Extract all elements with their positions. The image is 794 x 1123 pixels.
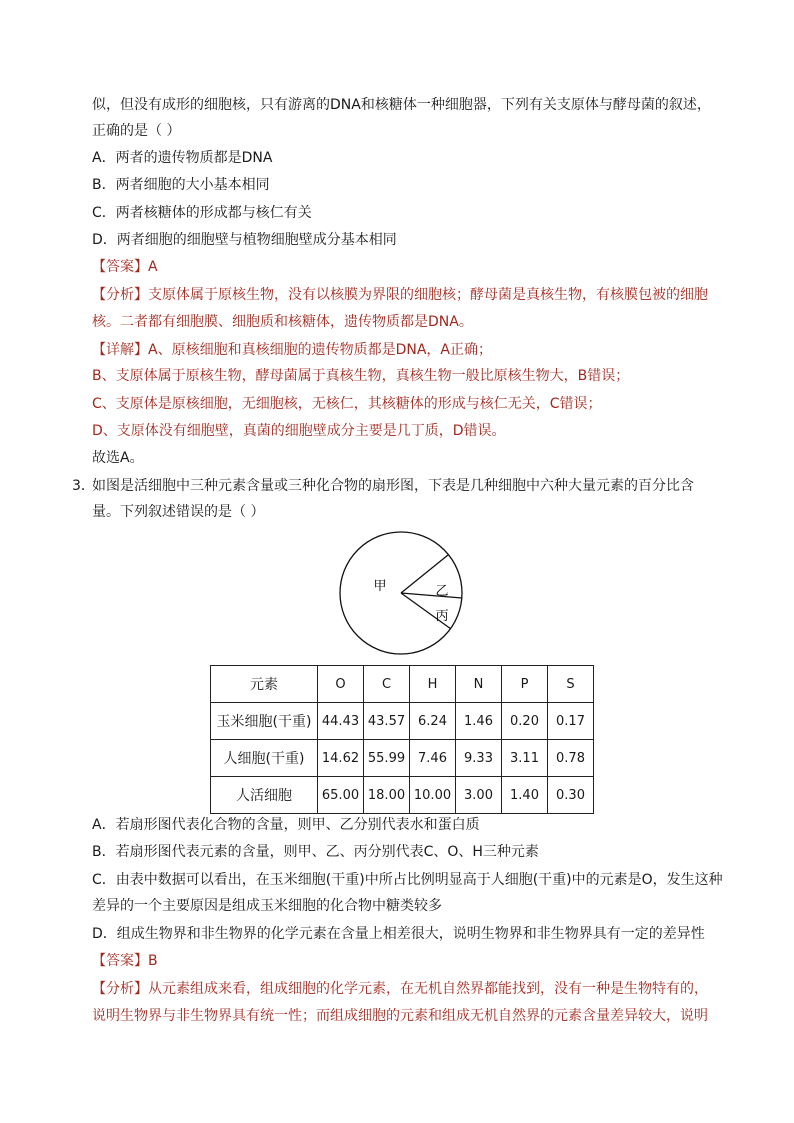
- q2-conclusion: 故选A。: [92, 450, 144, 466]
- pie-label-yi: 乙: [435, 584, 449, 599]
- table-header-cell: 元素: [211, 666, 318, 703]
- q2-analysis-line2: 核。二者都有细胞膜、细胞质和核糖体，遗传物质都是DNA。: [92, 314, 473, 330]
- pie-svg: [338, 530, 464, 656]
- table-cell: 65.00: [318, 777, 364, 814]
- table-header-row: [211, 666, 594, 703]
- q3-option-c-line1: C．由表中数据可以看出，在玉米细胞(干重)中所占比例明显高于人细胞(干重)中的元素是O，发生这种: [92, 872, 723, 888]
- table-row-label: 玉米细胞(干重): [211, 703, 318, 740]
- detail-tag: 【详解】: [92, 342, 148, 358]
- table-cell: 9.33: [456, 740, 502, 777]
- q3-analysis-line2: 说明生物界与非生物界具有统一性；而组成细胞的元素和组成无机自然界的元素含量差异较大，说明: [92, 1008, 708, 1024]
- table-row-label: 人细胞(干重): [211, 740, 318, 777]
- q2-option-b: B．两者细胞的大小基本相同: [92, 177, 270, 193]
- analysis-text: 支原体属于原核生物，没有以核膜为界限的细胞核；酵母菌是真核生物，有核膜包被的细胞: [148, 287, 708, 303]
- q2-stem-line1: 似，但没有成形的细胞核，只有游离的DNA和核糖体一种细胞器，下列有关支原体与酵母菌的叙述，: [92, 97, 711, 113]
- q3-stem-line1: 如图是活细胞中三种元素含量或三种化合物的扇形图，下表是几种细胞中六种大量元素的百分比含: [92, 478, 694, 494]
- q2-detail-line4: D、支原体没有细胞壁，真菌的细胞壁成分主要是几丁质，D错误。: [92, 423, 506, 439]
- table-cell: 18.00: [364, 777, 410, 814]
- table-cell: 6.24: [410, 703, 456, 740]
- q3-option-b: B．若扇形图代表元素的含量，则甲、乙、丙分别代表C、O、H三种元素: [92, 844, 539, 860]
- table-cell: 43.57: [364, 703, 410, 740]
- q2-stem-line2: 正确的是（ ）: [92, 123, 181, 139]
- q3-option-a: A．若扇形图代表化合物的含量，则甲、乙分别代表水和蛋白质: [92, 817, 480, 833]
- q2-option-a: A．两者的遗传物质都是DNA: [92, 150, 273, 166]
- table-cell: 1.46: [456, 703, 502, 740]
- q3-option-c-line2: 差异的一个主要原因是组成玉米细胞的化合物中糖类较多: [92, 898, 442, 914]
- detail-text: A、原核细胞和真核细胞的遗传物质都是DNA，A正确；: [148, 342, 492, 358]
- answer-tag: 【答案】: [92, 259, 148, 275]
- table-header-cell: C: [364, 666, 410, 703]
- q2-detail-line3: C、支原体是原核细胞，无细胞核，无核仁，其核糖体的形成与核仁无关，C错误；: [92, 396, 602, 412]
- table-header-cell: O: [318, 666, 364, 703]
- q2-analysis-line1: [92, 285, 708, 305]
- table-cell: 44.43: [318, 703, 364, 740]
- table-row: [211, 740, 594, 777]
- analysis-tag: 【分析】: [92, 287, 148, 303]
- answer-value: A: [148, 259, 158, 275]
- table-header-cell: N: [456, 666, 502, 703]
- analysis-text: 从元素组成来看，组成细胞的化学元素，在无机自然界都能找到，没有一种是生物特有的，: [148, 981, 708, 997]
- table-header-cell: S: [548, 666, 594, 703]
- table-cell: 55.99: [364, 740, 410, 777]
- answer-value: B: [148, 953, 158, 969]
- table-header-cell: P: [502, 666, 548, 703]
- q2-detail-line1: [92, 340, 492, 360]
- q3-stem-line2: 量。下列叙述错误的是（ ）: [92, 504, 265, 520]
- table-cell: 0.17: [548, 703, 594, 740]
- table-cell: 7.46: [410, 740, 456, 777]
- q3-analysis-line1: [92, 979, 708, 999]
- table-cell: 14.62: [318, 740, 364, 777]
- q2-answer: [92, 257, 158, 277]
- q3-number: 3．: [72, 478, 95, 494]
- q3-answer: [92, 951, 158, 971]
- pie-diagram: [338, 530, 464, 656]
- analysis-tag: 【分析】: [92, 981, 148, 997]
- table-row-label: 人活细胞: [211, 777, 318, 814]
- q2-detail-line2: B、支原体属于原核生物，酵母菌属于真核生物，真核生物一般比原核生物大，B错误；: [92, 368, 630, 384]
- pie-label-bing: 丙: [435, 609, 449, 624]
- q3-option-d: D．组成生物界和非生物界的化学元素在含量上相差很大，说明生物界和非生物界具有一定的差异性: [92, 926, 705, 942]
- table-cell: 0.30: [548, 777, 594, 814]
- table-row: [211, 703, 594, 740]
- table-row: [211, 777, 594, 814]
- table-cell: 0.20: [502, 703, 548, 740]
- table-cell: 0.78: [548, 740, 594, 777]
- answer-tag: 【答案】: [92, 953, 148, 969]
- pie-label-jia: 甲: [373, 579, 387, 594]
- table-cell: 10.00: [410, 777, 456, 814]
- element-table: [210, 665, 594, 814]
- table-header-cell: H: [410, 666, 456, 703]
- q2-option-d: D．两者细胞的细胞壁与植物细胞壁成分基本相同: [92, 232, 397, 248]
- table-cell: 1.40: [502, 777, 548, 814]
- table-cell: 3.11: [502, 740, 548, 777]
- q2-option-c: C．两者核糖体的形成都与核仁有关: [92, 205, 312, 221]
- table-cell: 3.00: [456, 777, 502, 814]
